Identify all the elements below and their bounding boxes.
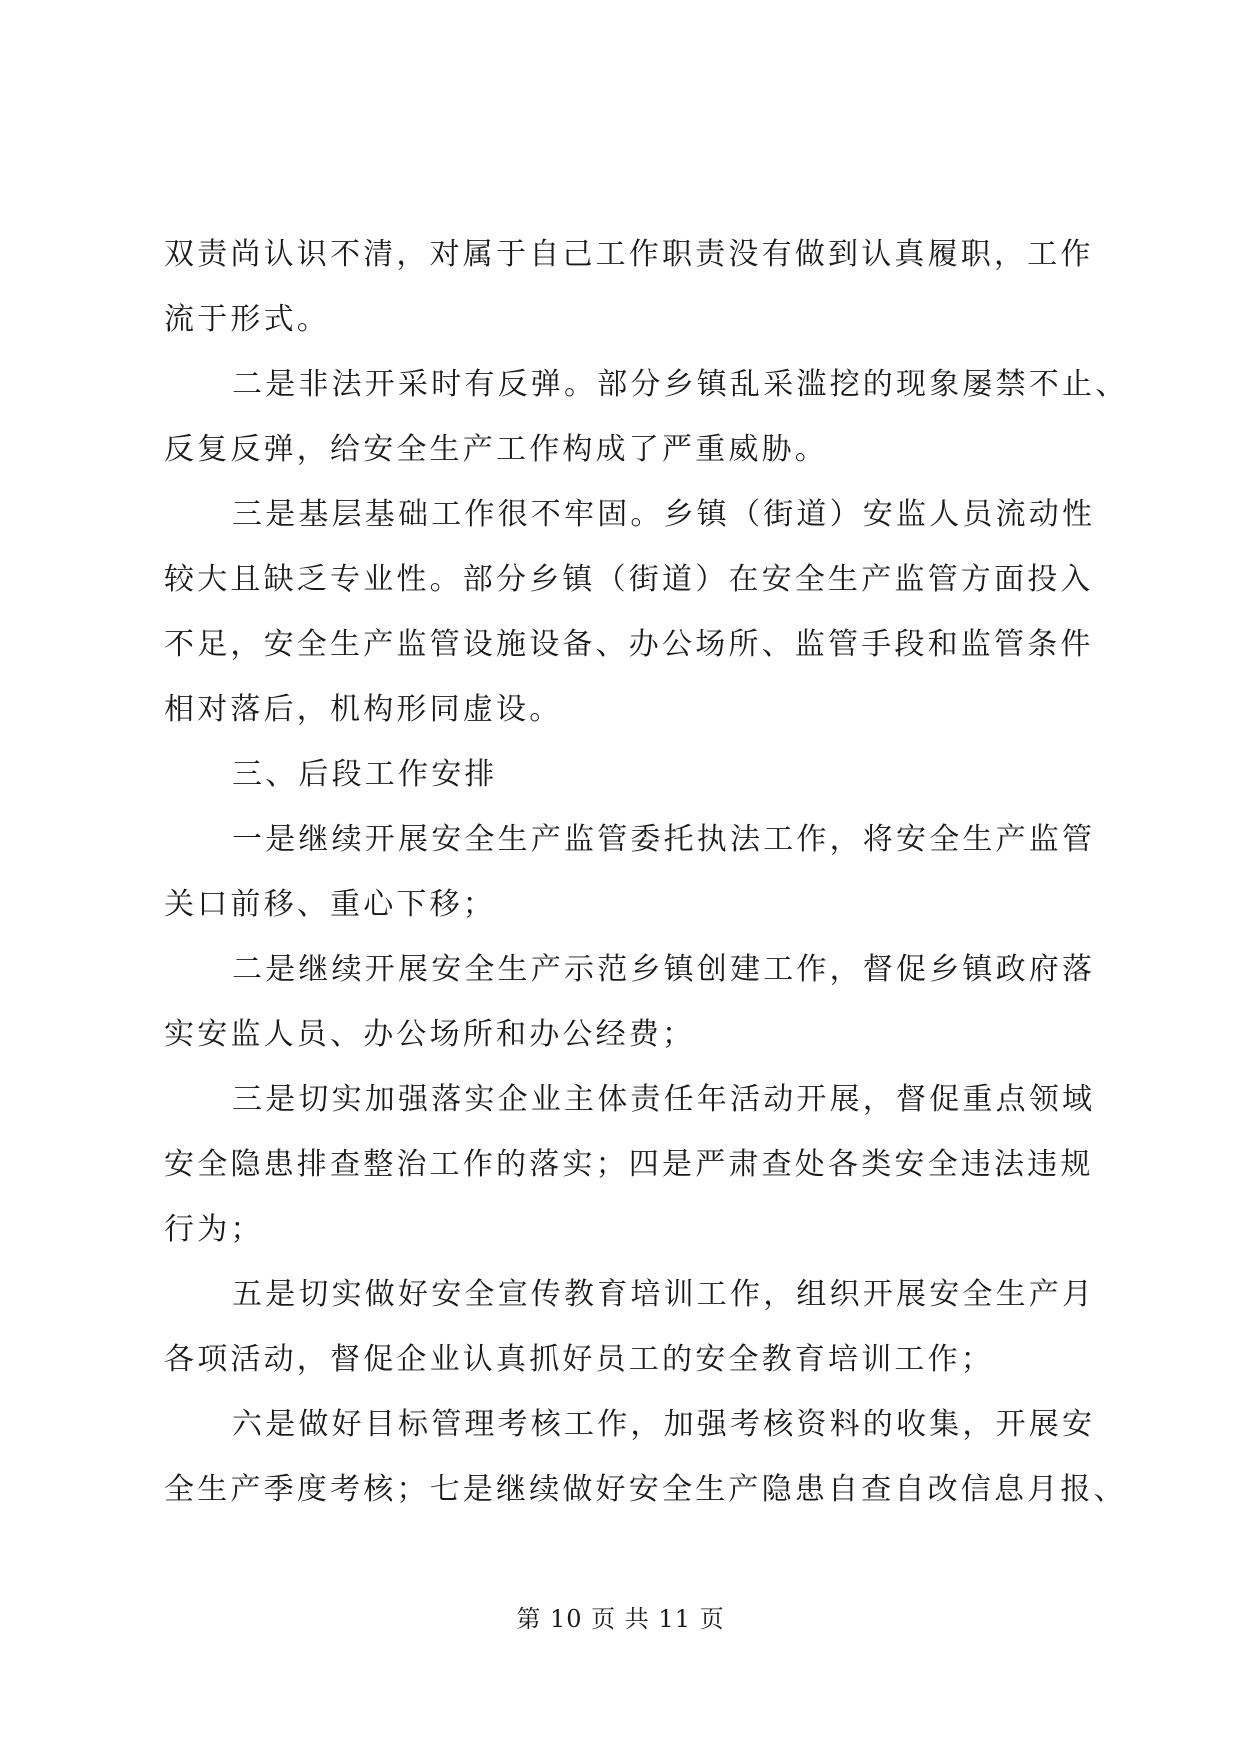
section-heading: 三、后段工作安排 — [232, 757, 498, 792]
page-number-footer: 第 10 页 共 11 页 — [516, 1605, 725, 1633]
text-line: 实安监人员、办公场所和办公经费； — [164, 1017, 696, 1052]
text-line: 三是基层基础工作很不牢固。乡镇（街道）安监人员流动性 — [232, 497, 1096, 532]
text-line: 较大且缺乏专业性。部分乡镇（街道）在安全生产监管方面投入 — [164, 562, 1094, 597]
text-line: 全生产季度考核；七是继续做好安全生产隐患自查自改信息月报、 — [164, 1472, 1127, 1507]
text-line: 反复反弹，给安全生产工作构成了严重威胁。 — [164, 432, 828, 467]
text-line: 五是切实做好安全宣传教育培训工作，组织开展安全生产月 — [232, 1277, 1096, 1312]
text-line: 行为； — [164, 1212, 264, 1247]
text-line: 流于形式。 — [164, 302, 330, 337]
text-line: 双责尚认识不清，对属于自己工作职责没有做到认真履职，工作 — [164, 237, 1094, 272]
text-line: 相对落后，机构形同虚设。 — [164, 692, 563, 727]
text-line: 各项活动，督促企业认真抓好员工的安全教育培训工作； — [164, 1342, 994, 1377]
text-line: 六是做好目标管理考核工作，加强考核资料的收集，开展安 — [232, 1407, 1096, 1442]
text-line: 不足，安全生产监管设施设备、办公场所、监管手段和监管条件 — [164, 627, 1094, 662]
text-line: 关口前移、重心下移； — [164, 887, 496, 922]
text-line: 安全隐患排查整治工作的落实；四是严肃查处各类安全违法违规 — [164, 1147, 1094, 1182]
text-line: 一是继续开展安全生产监管委托执法工作，将安全生产监管 — [232, 822, 1096, 857]
text-line: 三是切实加强落实企业主体责任年活动开展，督促重点领域 — [232, 1082, 1096, 1117]
text-line: 二是非法开采时有反弹。部分乡镇乱采滥挖的现象屡禁不止、 — [232, 367, 1129, 402]
text-line: 二是继续开展安全生产示范乡镇创建工作，督促乡镇政府落 — [232, 952, 1096, 987]
